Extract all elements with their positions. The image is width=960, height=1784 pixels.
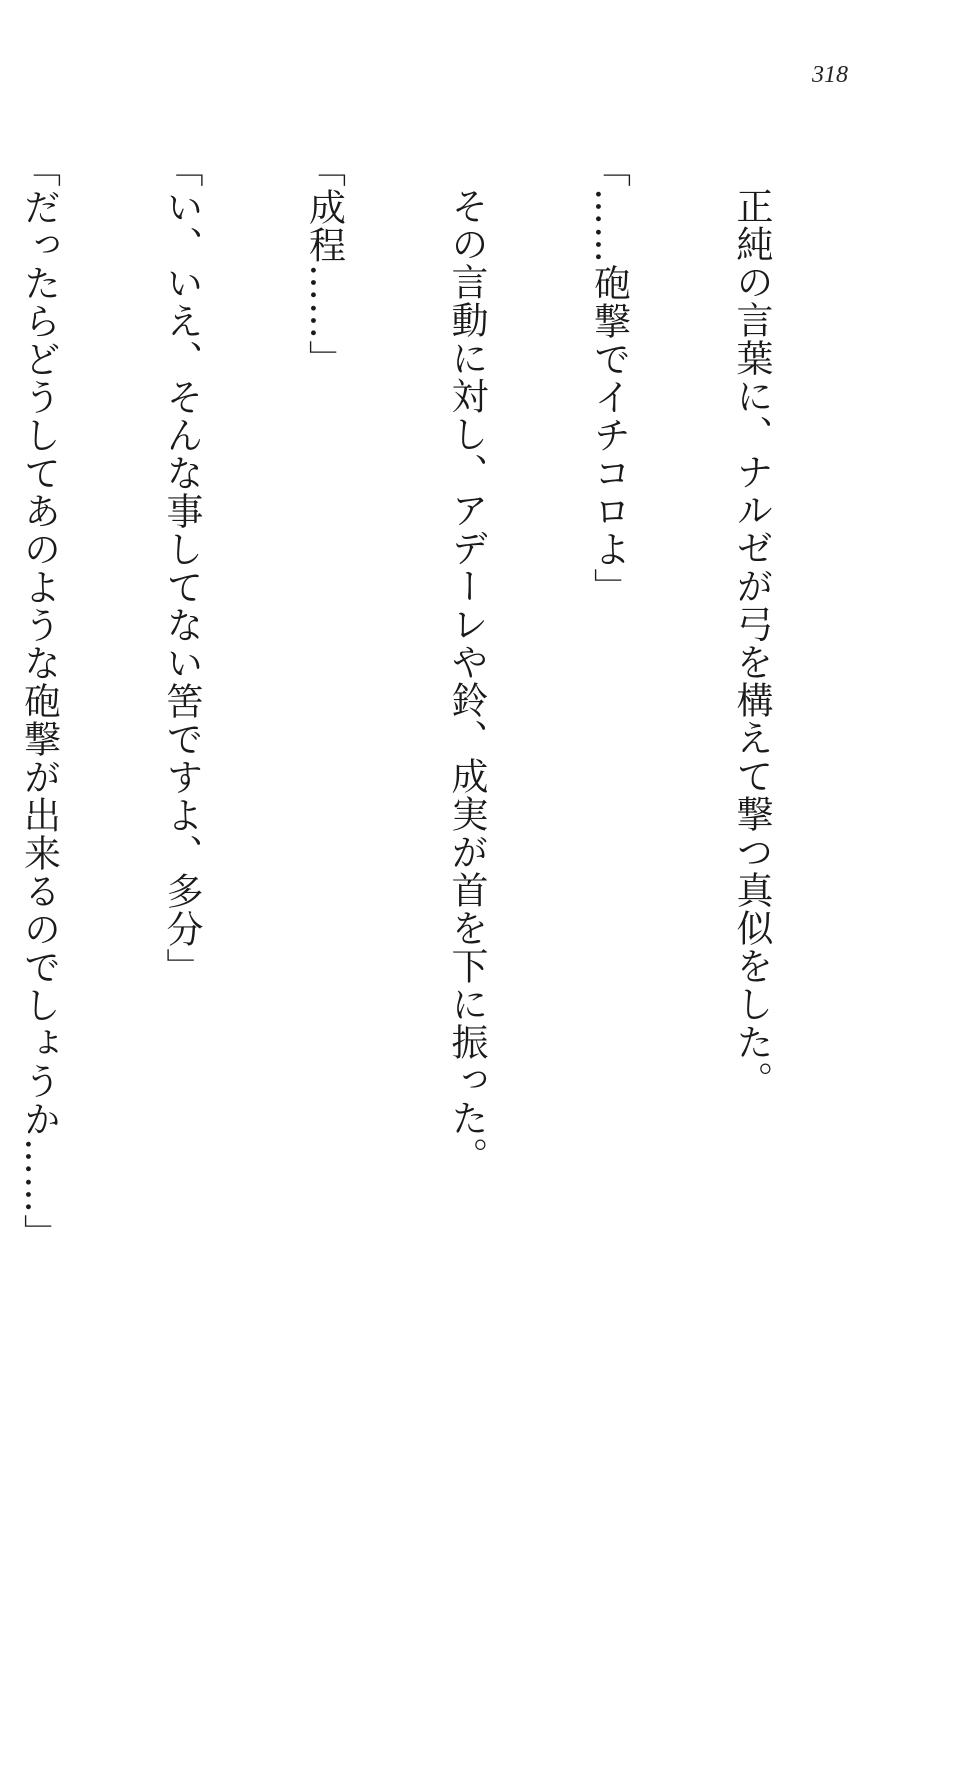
text-column-6: 「だったらどうしてあのような砲撃が出来るのでしょうか……」 [17, 150, 61, 1252]
text-column-5: 「い、いえ、そんな事してない筈ですよ、多分」 [160, 150, 203, 986]
text-column-2: 「……砲撃でイチコロよ」 [587, 150, 631, 606]
text-column-3: その言動に対し、アデーレや鈴、成実が首を下に振った。 [445, 187, 488, 1175]
text-column-4: 「成程……」 [302, 150, 346, 378]
vertical-text-body [17, 150, 870, 1400]
text-column-1: 正純の言葉に、ナルゼが弓を構えて撃つ真似をした。 [730, 187, 773, 1099]
page-number: 318 [812, 62, 848, 88]
